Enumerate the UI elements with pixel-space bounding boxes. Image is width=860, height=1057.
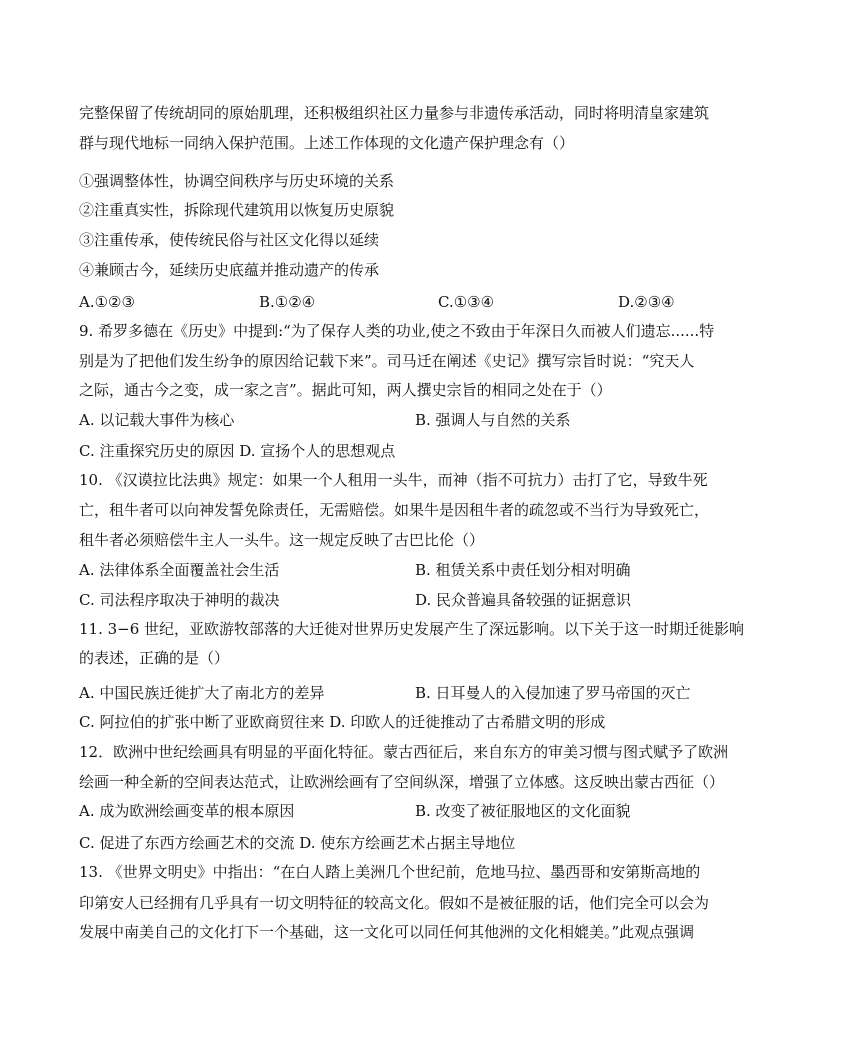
q13-stem-line-1: 13. 《世界文明史》中指出：“在白人踏上美洲几个世纪前，危地马拉、墨西哥和安第斯高地的 bbox=[79, 863, 701, 881]
q11-option-b: B. 日耳曼人的入侵加速了罗马帝国的灭亡 bbox=[415, 684, 691, 702]
q10-stem-line-1: 10. 《汉谟拉比法典》规定：如果一个人租用一头牛，而神（指不可抗力）击打了它，导致牛死 bbox=[79, 471, 708, 489]
q9-stem-line-3: 之际，通古今之变，成一家之言”。据此可知，两人撰史宗旨的相同之处在于（） bbox=[79, 381, 612, 399]
q9-stem-line-1: 9. 希罗多德在《历史》中提到:“为了保存人类的功业,使之不致由于年深日久而被人们遗忘......特 bbox=[79, 322, 715, 340]
q12-option-cd: C. 促进了东西方绘画艺术的交流 D. 使东方绘画艺术占据主导地位 bbox=[79, 834, 516, 852]
q8-option-c: C.①③④ bbox=[438, 293, 495, 311]
q10-stem-line-3: 租牛者必须赔偿牛主人一头牛。这一规定反映了古巴比伦（） bbox=[79, 531, 485, 549]
q8-item-3: ③注重传承，使传统民俗与社区文化得以延续 bbox=[79, 231, 380, 249]
q10-option-d: D. 民众普遍具备较强的证据意识 bbox=[415, 591, 632, 609]
q8-option-d: D.②③④ bbox=[618, 293, 675, 311]
q8-item-2: ②注重真实性，拆除现代建筑用以恢复历史原貌 bbox=[79, 201, 395, 219]
q12-option-a: A. 成为欧洲绘画变革的根本原因 bbox=[79, 802, 295, 820]
q8-item-4: ④兼顾古今，延续历史底蕴并推动遗产的传承 bbox=[79, 261, 380, 279]
q8-option-b: B.①②④ bbox=[259, 293, 316, 311]
q11-stem-line-2: 的表述，正确的是（） bbox=[79, 649, 230, 667]
q8-stem-line-1: 完整保留了传统胡同的原始肌理，还积极组织社区力量参与非遗传承活动，同时将明清皇家建筑 bbox=[79, 104, 710, 122]
q12-option-b: B. 改变了被征服地区的文化面貌 bbox=[415, 802, 631, 820]
q13-stem-line-3: 发展中南美自己的文化打下一个基础，这一文化可以同任何其他洲的文化相媲美。”此观点强调 bbox=[79, 923, 695, 941]
q13-stem-line-2: 印第安人已经拥有几乎具有一切文明特征的较高文化。假如不是被征服的话，他们完全可以会为 bbox=[79, 894, 710, 912]
q8-stem-line-2: 群与现代地标一同纳入保护范围。上述工作体现的文化遗产保护理念有（） bbox=[79, 134, 575, 152]
q8-item-1: ①强调整体性，协调空间秩序与历史环境的关系 bbox=[79, 172, 395, 190]
q9-option-cd: C. 注重探究历史的原因 D. 宣扬个人的思想观点 bbox=[79, 442, 396, 460]
q10-option-c: C. 司法程序取决于神明的裁决 bbox=[79, 591, 280, 609]
q12-stem-line-2: 绘画一种全新的空间表达范式，让欧洲绘画有了空间纵深，增强了立体感。这反映出蒙古西征（） bbox=[79, 773, 725, 791]
q12-stem-line-1: 12．欧洲中世纪绘画具有明显的平面化特征。蒙古西征后，来自东方的审美习惯与图式赋予了欧洲 bbox=[79, 743, 729, 761]
q9-option-a: A. 以记载大事件为核心 bbox=[79, 411, 235, 429]
q10-option-a: A. 法律体系全面覆盖社会生活 bbox=[79, 561, 280, 579]
q10-option-b: B. 租赁关系中责任划分相对明确 bbox=[415, 561, 631, 579]
q10-stem-line-2: 亡，租牛者可以向神发誓免除责任，无需赔偿。如果牛是因租牛者的疏忽或不当行为导致死亡， bbox=[79, 501, 710, 519]
q11-option-a: A. 中国民族迁徙扩大了南北方的差异 bbox=[79, 684, 325, 702]
q8-option-a: A.①②③ bbox=[79, 293, 135, 311]
q11-option-cd: C. 阿拉伯的扩张中断了亚欧商贸往来 D. 印欧人的迁徙推动了古希腊文明的形成 bbox=[79, 713, 606, 731]
q11-stem-line-1: 11. 3−6 世纪，亚欧游牧部落的大迁徙对世界历史发展产生了深远影响。以下关于这一时期迁徙影响 bbox=[79, 620, 745, 638]
q9-stem-line-2: 别是为了把他们发生纷争的原因给记载下来”。司马迁在阐述《史记》撰写宗旨时说：“究天人 bbox=[79, 352, 695, 370]
q9-option-b: B. 强调人与自然的关系 bbox=[415, 411, 571, 429]
